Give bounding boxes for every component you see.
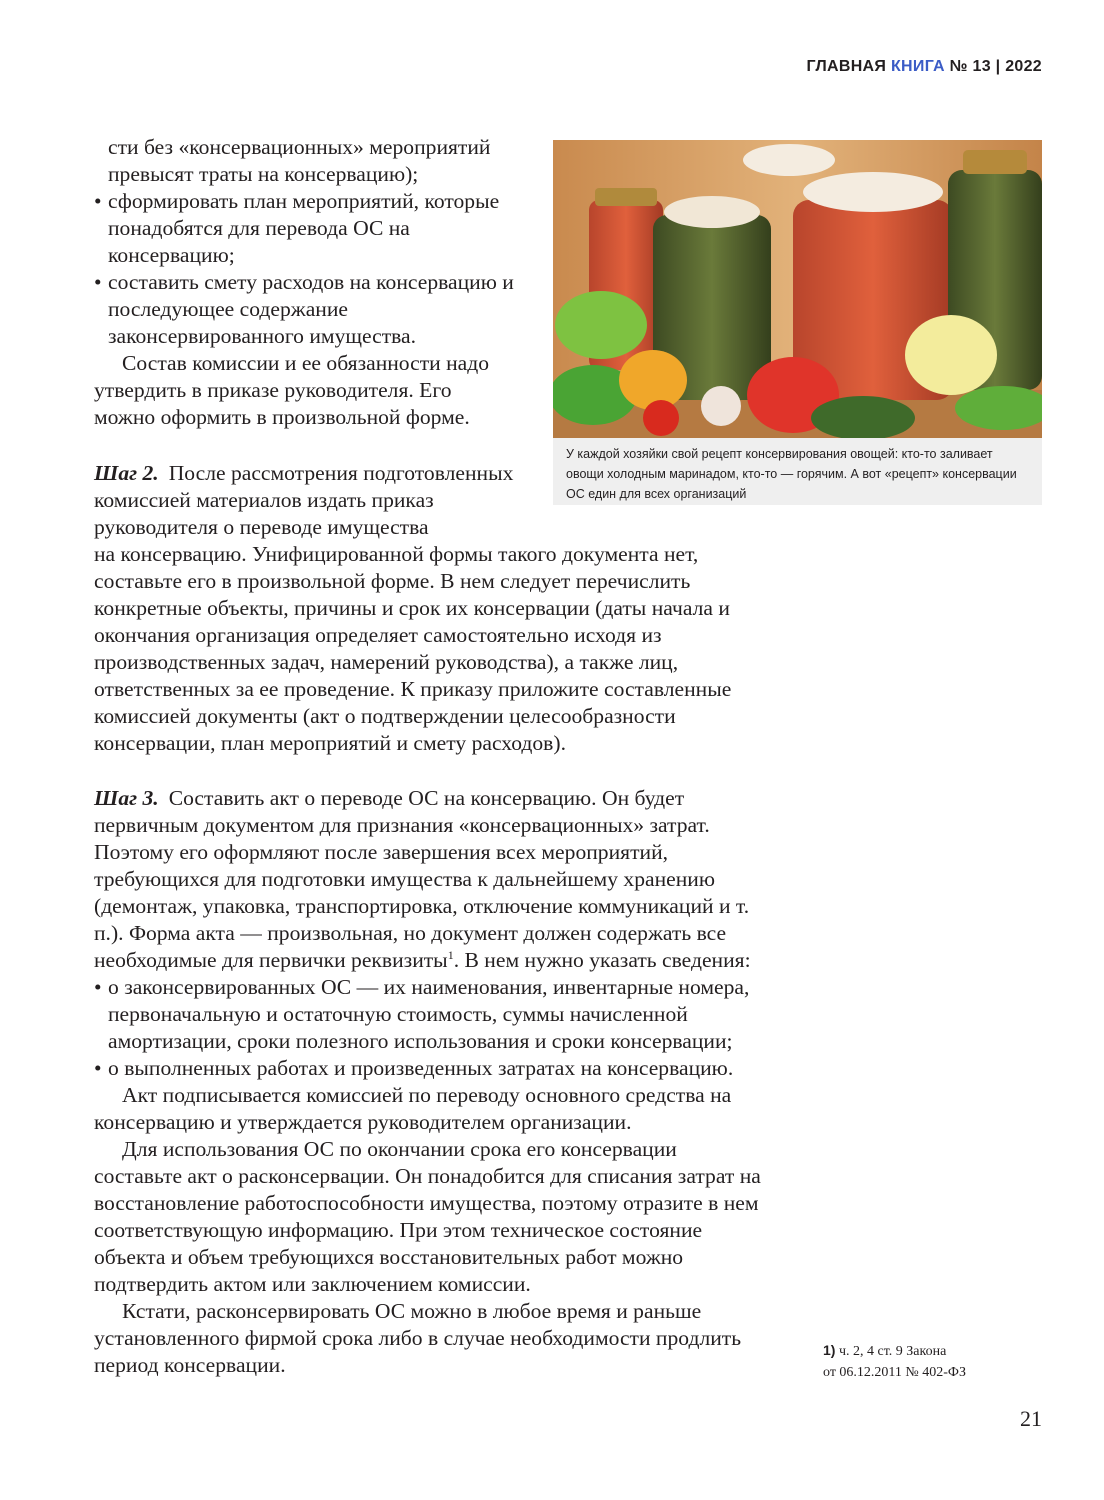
step2-text-b: на консервацию. Унифицированной формы такого документа нет, составьте его в произвольной форме. В нем следует перечислить конкретные объекты, причины и срок их консервации (даты начала и окончания организация определяет самостоятельно исходя из производственных задач, намерений руководства), а также лиц, ответственных за ее проведение. К приказу приложите составленные комиссией документы (акт о подтверждении целесообразности консервации, план мероприятий и смету расходов). [94, 542, 732, 755]
bullet-list [94, 974, 770, 1082]
list-item: • о законсервированных ОС — их наименования, инвентарные номера, первоначальную и остаточную стоимость, суммы начисленной амортизации, сроки полезного использования и сроки консервации; [94, 974, 770, 1055]
step-label: Шаг 3. [94, 786, 159, 810]
step3-section [94, 785, 770, 1379]
list-item: • о выполненных работах и произведенных затратах на консервацию. [94, 1055, 770, 1082]
header-title: ГЛАВНАЯ [806, 58, 887, 75]
list-item: • сформировать план мероприятий, которые понадобятся для перевода ОС на консервацию; [94, 188, 516, 269]
bullet-list [94, 188, 516, 350]
footnote [823, 1340, 1043, 1383]
photo-caption: У каждой хозяйки свой рецепт консервирования овощей: кто-то заливает овощи холодным маринадом, кто-то — горячим. А вот «рецепт» консервации ОС един для всех организаций [553, 438, 1042, 505]
running-header [807, 58, 1043, 76]
footnote-line2: от 06.12.2011 № 402-ФЗ [823, 1365, 967, 1380]
step3-text: Составить акт о переводе ОС на консервацию. Он будет первичным документом для признания «консервационных» затрат. Поэтому его оформляют после завершения всех мероприятий, требующихся для подготовки имущества к дальнейшему хранению (демонтаж, упаковка, транспортировка, отключение коммуникаций и т. п.). Форма акта — произвольная, но документ должен содержать все необходимые для первички реквизиты [94, 786, 750, 972]
footnote-number: 1) [823, 1342, 836, 1358]
header-issue: № 13 | 2022 [949, 58, 1042, 75]
paragraph: Акт подписывается комиссией по переводу основного средства на консервацию и утверждается руководителем организации. [94, 1083, 732, 1134]
continuation-text: сти без «консервационных» мероприятий превысят траты на консервацию); [108, 135, 491, 186]
top-column [94, 134, 516, 431]
footnote-ref[interactable]: 1 [447, 947, 454, 962]
step2-body [94, 541, 770, 757]
step2-intro [94, 460, 516, 541]
page-number: 21 [1020, 1406, 1042, 1431]
photo-illustration [553, 140, 1042, 438]
paragraph: Для использования ОС по окончании срока его консервации составьте акт о расконсервации. Он понадобится для списания затрат на восстановление работоспособности имущества, поэтому отразите в нем соответствующую информацию. При этом техническое состояние объекта и объем требующихся восстановительных работ можно подтвердить актом или заключением комиссии. [94, 1137, 761, 1296]
header-title-accent: КНИГА [890, 58, 945, 75]
list-item: • составить смету расходов на консервацию и последующее содержание законсервированного имущества. [94, 269, 516, 350]
paragraph: Состав комиссии и ее обязанности надо утвердить в приказе руководителя. Его можно оформить в произвольной форме. [94, 351, 490, 429]
paragraph: Кстати, расконсервировать ОС можно в любое время и раньше установленного фирмой срока либо в случае необходимости продлить период консервации. [94, 1299, 742, 1377]
footnote-line1: ч. 2, 4 ст. 9 Закона [838, 1344, 947, 1359]
step-label: Шаг 2. [94, 461, 159, 485]
step3-text-end: . В нем нужно указать сведения: [453, 948, 751, 972]
step2-text-a: После рассмотрения подготовленных комиссией материалов издать приказ руководителя о переводе имущества [94, 461, 514, 539]
canned-vegetables-photo [553, 140, 1042, 438]
